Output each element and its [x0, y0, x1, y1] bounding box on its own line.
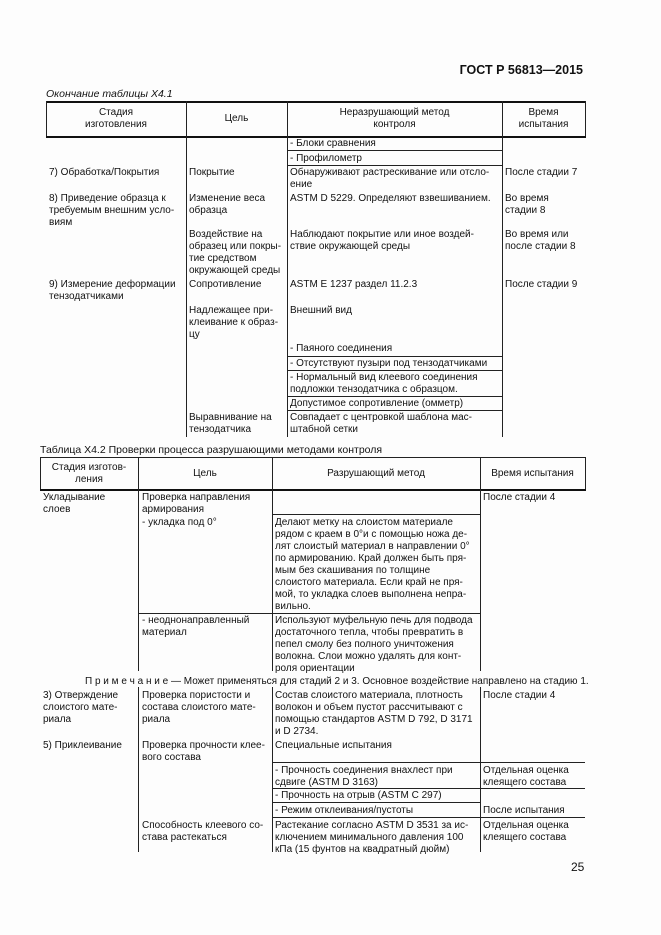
t2-d-stage: [43, 690, 118, 726]
t1-r11-goal-line: Выравнивание на: [189, 412, 272, 423]
t1-r6-goal: [189, 305, 278, 341]
t1-r11-method-line: Совпадает с центровкой шаблона мас-: [290, 412, 472, 423]
t1-header-goal: Цель: [224, 113, 249, 124]
t1-r5-stage-line: тензодатчиками: [49, 291, 124, 302]
t1-r3-goal: [189, 193, 284, 217]
t1-r3-stage: [49, 193, 183, 229]
t2-header-time: Время испытания: [491, 468, 574, 479]
t2-h-time: После испытания: [483, 805, 565, 816]
t2-d-goal-line: состава слоистого мате-: [142, 702, 256, 713]
t1-r4-goal-line: Воздействие на: [189, 229, 263, 240]
t1-r11-goal: [189, 412, 284, 436]
t1-r4-time-line: после стадии 8: [505, 241, 576, 252]
t1-r3-time: [505, 193, 549, 217]
t2-c-method-line: пепел смолу без полного уничтожения: [275, 639, 454, 650]
t1-header-stage: [46, 107, 186, 131]
t1-r5-stage-line: 9) Измерение деформации: [49, 279, 176, 290]
t1-r4-goal-line: образец или покры-: [189, 241, 282, 252]
t1-r2-method-line: ение: [290, 179, 313, 190]
t2-c-goal-line: - неоднонаправленный: [142, 615, 250, 626]
t1-r2-method: [290, 167, 498, 191]
t2-d-method-line: и D 2734.: [275, 726, 319, 737]
t2-i-goal-line: става растекаться: [142, 832, 227, 843]
t1-r0-method: - Блоки сравнения: [290, 138, 376, 149]
t1-r6-goal-line: цу: [189, 329, 200, 340]
t2-b-method-line: слоистого материала. Если край не пря-: [275, 577, 463, 588]
t2-a-goal: [142, 492, 269, 516]
t1-r6-goal-line: Надлежащее при-: [189, 305, 274, 316]
t1-r11-method-line: штабной сетки: [290, 424, 358, 435]
t1-r4-method-line: Наблюдают покрытие или иное воздей-: [290, 229, 474, 240]
t2-d-goal-line: Проверка пористости и: [142, 690, 251, 701]
t1-r3-goal-line: образца: [189, 205, 228, 216]
t1-header-time-line: испытания: [518, 119, 569, 130]
t2-c-method-line: Используют муфельную печь для подвода: [275, 615, 473, 626]
t2-d-goal-line: риала: [142, 714, 171, 725]
t1-r4-goal-line: окружающей среды: [189, 265, 281, 276]
t1-r3-stage-line: виям: [49, 217, 73, 228]
t2-a-stage-line: слоев: [43, 504, 71, 515]
t2-note: П р и м е ч а н и е — Может применяться для стадий 2 и 3. Основное воздействие направлено на стадию 1.: [85, 676, 589, 687]
t2-i-time-line: клеящего состава: [483, 832, 567, 843]
t1-r4-time-line: Во время или: [505, 229, 569, 240]
t2-a-goal-line: армирования: [142, 504, 204, 515]
t2-c-goal-line: материал: [142, 627, 187, 638]
t2-c-method-line: волокна. Слои можно удалять для конт-: [275, 651, 462, 662]
t2-e-goal: [142, 740, 265, 764]
t2-i-goal: [142, 820, 263, 844]
t1-r9-method-line: - Нормальный вид клеевого соединения: [290, 372, 478, 383]
t2-c-method-line: достаточного тепла, чтобы превратить в: [275, 627, 464, 638]
table2-caption: Таблица Х4.2 Проверки процесса разрушающими методами контроля: [40, 444, 383, 456]
t2-e-goal-line: вого состава: [142, 752, 201, 763]
t1-header-time: [502, 107, 585, 131]
t2-d-stage-line: 3) Отверждение: [43, 690, 119, 701]
t1-r5-time: После стадии 9: [505, 279, 578, 290]
t1-r7-method: - Паяного соединения: [290, 343, 393, 354]
t2-d-time: После стадии 4: [483, 690, 556, 701]
t1-r9-method-line: подложки тензодатчика с образцом.: [290, 384, 458, 395]
t2-e-goal-line: Проверка прочности клее-: [142, 740, 265, 751]
t2-b-goal: - укладка под 0°: [142, 517, 217, 528]
t2-b-method-line: лят слоистый материал в направлении 0°: [275, 541, 470, 552]
t2-f-method: [275, 765, 453, 789]
t2-d-stage-line: слоистого мате-: [43, 702, 118, 713]
t1-header-method-line: Неразрушающий метод: [339, 107, 450, 118]
t1-r4-goal: [189, 229, 284, 277]
t2-a-goal-line: Проверка направления: [142, 492, 251, 503]
t1-r3-time-line: Во время: [505, 193, 549, 204]
t2-i-time: [483, 820, 569, 844]
t2-d-method-line: помощью стандартов ASTM D 792, D 3171: [275, 714, 473, 725]
t1-r1-method: - Профилометр: [290, 153, 362, 164]
t1-header-method-line: контроля: [373, 119, 416, 130]
t1-r3-time-line: стадии 8: [505, 205, 546, 216]
t1-r2-method-line: Обнаруживают растрескивание или отсло-: [290, 167, 490, 178]
t1-r11-method: [290, 412, 472, 436]
t2-e-method: Специальные испытания: [275, 740, 392, 751]
table1-caption: Окончание таблицы Х4.1: [46, 88, 173, 100]
t2-d-method: [275, 690, 473, 738]
t2-header-method: Разрушающий метод: [327, 468, 425, 479]
t1-r9-method: [290, 372, 478, 396]
t1-r2-goal: Покрытие: [189, 167, 235, 178]
t1-header-time-line: Время: [528, 107, 559, 118]
t1-r4-method: [290, 229, 474, 253]
t2-d-stage-line: риала: [43, 714, 72, 725]
t2-i-method: [275, 820, 468, 856]
t2-i-time-line: Отдельная оценка: [483, 820, 569, 831]
t1-r2-stage: 7) Обработка/Покрытия: [49, 167, 160, 178]
t1-r5-stage: [49, 279, 176, 303]
t2-c-method-line: роля ориентации: [275, 663, 355, 674]
t2-header-stage-line: ления: [75, 474, 103, 485]
t2-f-time: [483, 765, 569, 789]
t2-b-method-line: мым без скашивания по толщине: [275, 565, 431, 576]
t1-r4-method-line: ствие окружающей среды: [290, 241, 411, 252]
t1-r10-method: Допустимое сопротивление (омметр): [290, 398, 464, 409]
t1-r3-method: ASTM D 5229. Определяют взвешиванием.: [290, 193, 491, 204]
t1-r6-method: Внешний вид: [290, 305, 352, 316]
t2-f-method-line: - Прочность соединения внахлест при: [275, 765, 453, 776]
document-id: ГОСТ Р 56813—2015: [459, 63, 583, 77]
t2-g-method: - Прочность на отрыв (ASTM C 297): [275, 790, 442, 801]
t2-a-stage: [43, 492, 105, 516]
t1-header-stage-line: изготовления: [85, 119, 147, 130]
t1-r3-stage-line: требуемым внешним усло-: [49, 205, 175, 216]
t1-r2-time: После стадии 7: [505, 167, 578, 178]
t2-i-goal-line: Способность клеевого со-: [142, 820, 264, 831]
t1-r5-goal: Сопротивление: [189, 279, 262, 290]
t2-header-stage-line: Стадия изготов-: [51, 462, 127, 473]
t1-r4-goal-line: тие средством: [189, 253, 257, 264]
t2-i-method-line: ключением минимального давления 100: [275, 832, 464, 843]
t1-r11-goal-line: тензодатчика: [189, 424, 252, 435]
t1-r6-goal-line: клеивание к образ-: [189, 317, 279, 328]
t2-f-time-line: клеящего состава: [483, 777, 567, 788]
t2-d-method-line: Состав слоистого материала, плотность: [275, 690, 463, 701]
t1-r3-goal-line: Изменение веса: [189, 193, 266, 204]
t2-i-method-line: кПа (15 фунтов на квадратный дюйм): [275, 844, 450, 855]
page-number: 25: [571, 860, 585, 874]
t2-f-time-line: Отдельная оценка: [483, 765, 569, 776]
t2-c-method: [275, 615, 473, 675]
t2-d-method-line: волокон и объем пустот рассчитывают с: [275, 702, 463, 713]
t2-c-goal: [142, 615, 269, 639]
t1-r3-stage-line: 8) Приведение образца к: [49, 193, 166, 204]
t2-d-goal: [142, 690, 256, 726]
t2-i-method-line: Растекание согласно ASTM D 3531 за ис-: [275, 820, 469, 831]
t2-b-method: [275, 517, 470, 613]
t1-r4-time: [505, 229, 576, 253]
t2-b-method-line: мой, то укладка слоев выполнена непра-: [275, 589, 467, 600]
t2-b-method-line: вильно.: [275, 601, 311, 612]
t1-r5-method: ASTM E 1237 раздел 11.2.3: [290, 279, 418, 290]
t2-a-stage-line: Укладывание: [43, 492, 106, 503]
t1-header-stage-line: Стадия: [98, 107, 134, 118]
t2-e-stage: 5) Приклеивание: [43, 740, 122, 751]
t1-header-method: [287, 107, 502, 131]
t2-b-method-line: Делают метку на слоистом материале: [275, 517, 453, 528]
t2-h-method: - Режим отклеивания/пустоты: [275, 805, 414, 816]
t2-b-method-line: рядом с краем в 0°и с помощью ножа де-: [275, 529, 468, 540]
t2-b-method-line: по армированию. Край должен быть пря-: [275, 553, 467, 564]
t2-a-time: После стадии 4: [483, 492, 556, 503]
t1-r8-method: - Отсутствуют пузыри под тензодатчиками: [290, 358, 488, 369]
t2-header-stage: [40, 462, 138, 486]
t2-header-goal: Цель: [193, 468, 217, 479]
t2-f-method-line: сдвиге (ASTM D 3163): [275, 777, 378, 788]
